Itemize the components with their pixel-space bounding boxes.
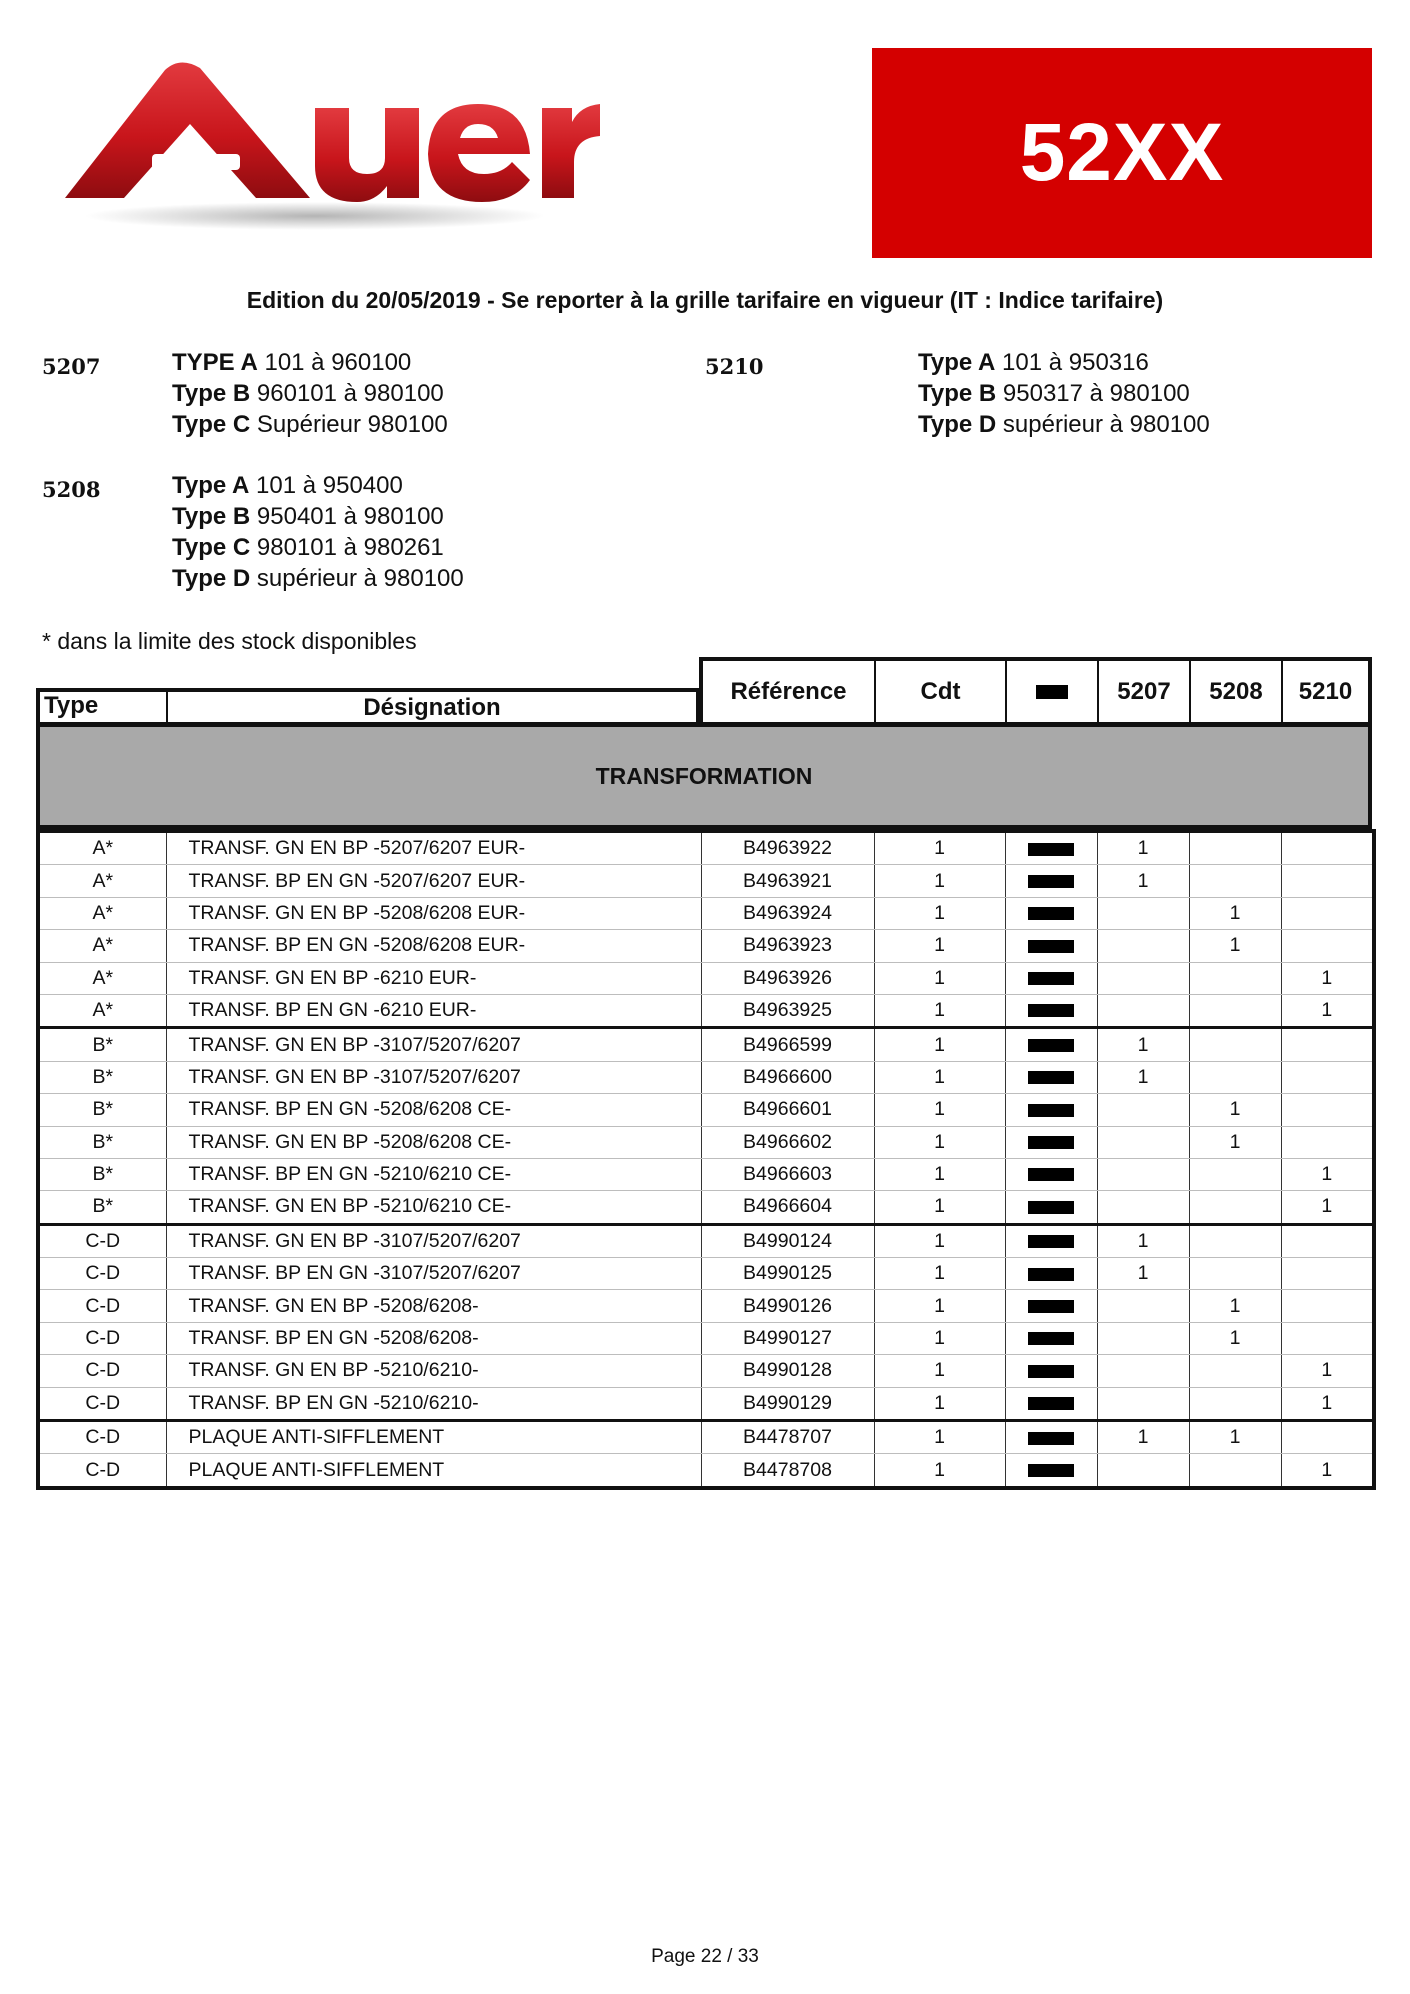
table-row (38, 1191, 1374, 1224)
type-ranges-5207 (172, 347, 448, 440)
cell-5207 (1097, 1126, 1189, 1158)
type-range-line: Type B 960101 à 980100 (172, 380, 444, 407)
cell-designation: TRANSF. BP EN GN -5208/6208 EUR- (166, 930, 701, 962)
cell-designation: TRANSF. BP EN GN -5210/6210 CE- (166, 1158, 701, 1190)
cell-5210 (1281, 1322, 1374, 1354)
cell-5207 (1097, 994, 1189, 1027)
cell-5208 (1189, 1158, 1281, 1190)
cell-5210 (1281, 1290, 1374, 1322)
cell-5207 (1097, 897, 1189, 929)
page-number: Page 22 / 33 (651, 1946, 759, 1967)
cell-designation: PLAQUE ANTI-SIFFLEMENT (166, 1421, 701, 1454)
cell-price (1005, 1224, 1097, 1257)
table-header-left (36, 688, 700, 726)
cell-type: C-D (38, 1387, 166, 1420)
cell-designation: PLAQUE ANTI-SIFFLEMENT (166, 1454, 701, 1488)
cell-5210: 1 (1281, 1158, 1374, 1190)
cell-cdt: 1 (874, 1191, 1005, 1224)
cell-5207 (1097, 1454, 1189, 1488)
cell-type: B* (38, 1126, 166, 1158)
section-title: TRANSFORMATION (36, 723, 1372, 829)
col-header-price (1007, 661, 1099, 722)
cell-reference: B4963926 (701, 962, 874, 994)
cell-5208: 1 (1189, 1322, 1281, 1354)
cell-type: A* (38, 930, 166, 962)
table-row (38, 1258, 1374, 1290)
redacted-bar-icon (1028, 1332, 1074, 1345)
cell-type: C-D (38, 1258, 166, 1290)
cell-cdt: 1 (874, 1421, 1005, 1454)
col-header-5207: 5207 (1099, 661, 1191, 722)
cell-price (1005, 930, 1097, 962)
cell-price (1005, 1322, 1097, 1354)
cell-price (1005, 1421, 1097, 1454)
cell-5207 (1097, 1191, 1189, 1224)
table-row (38, 1421, 1374, 1454)
cell-reference: B4963924 (701, 897, 874, 929)
cell-cdt: 1 (874, 930, 1005, 962)
cell-type: A* (38, 994, 166, 1027)
cell-5210: 1 (1281, 1454, 1374, 1488)
redacted-bar-icon (1028, 1235, 1074, 1248)
cell-designation: TRANSF. GN EN BP -5210/6210- (166, 1355, 701, 1387)
cell-type: A* (38, 831, 166, 865)
table-row (38, 831, 1374, 865)
parts-table (36, 829, 1376, 1490)
model-label-5208: 5208 (42, 477, 101, 502)
cell-5207: 1 (1097, 865, 1189, 897)
redacted-bar-icon (1028, 1004, 1074, 1017)
cell-type: C-D (38, 1290, 166, 1322)
cell-5208: 1 (1189, 1126, 1281, 1158)
cell-price (1005, 897, 1097, 929)
type-range-line: Type B 950401 à 980100 (172, 503, 444, 530)
cell-price (1005, 1094, 1097, 1126)
cell-price (1005, 994, 1097, 1027)
type-range-line: Type B 950317 à 980100 (918, 380, 1190, 407)
cell-5210: 1 (1281, 962, 1374, 994)
cell-cdt: 1 (874, 1094, 1005, 1126)
redacted-bar-icon (1028, 875, 1074, 888)
table-row (38, 1158, 1374, 1190)
cell-5208 (1189, 1061, 1281, 1093)
table-row (38, 1322, 1374, 1354)
cell-5210 (1281, 1061, 1374, 1093)
cell-price (1005, 1355, 1097, 1387)
cell-5210 (1281, 1421, 1374, 1454)
redacted-bar-icon (1028, 1104, 1074, 1117)
cell-5207: 1 (1097, 1028, 1189, 1061)
cell-5207: 1 (1097, 831, 1189, 865)
cell-5208 (1189, 1224, 1281, 1257)
cell-type: C-D (38, 1454, 166, 1488)
cell-cdt: 1 (874, 1126, 1005, 1158)
cell-5210 (1281, 930, 1374, 962)
redacted-bar-icon (1028, 1136, 1074, 1149)
cell-5210: 1 (1281, 1191, 1374, 1224)
cell-5210 (1281, 1224, 1374, 1257)
cell-5210: 1 (1281, 1355, 1374, 1387)
redacted-bar-icon (1028, 843, 1074, 856)
cell-price (1005, 831, 1097, 865)
cell-reference: B4990129 (701, 1387, 874, 1420)
cell-cdt: 1 (874, 1454, 1005, 1488)
cell-5208: 1 (1189, 1094, 1281, 1126)
col-header-5210: 5210 (1298, 677, 1353, 705)
cell-5207 (1097, 1158, 1189, 1190)
redacted-bar-icon (1028, 1268, 1074, 1281)
cell-5207: 1 (1097, 1421, 1189, 1454)
redacted-bar-icon (1028, 972, 1074, 985)
cell-reference: B4478708 (701, 1454, 874, 1488)
cell-type: B* (38, 1158, 166, 1190)
cell-designation: TRANSF. BP EN GN -6210 EUR- (166, 994, 701, 1027)
cell-5208 (1189, 1387, 1281, 1420)
cell-5208: 1 (1189, 897, 1281, 929)
cell-reference: B4990124 (701, 1224, 874, 1257)
cell-type: C-D (38, 1322, 166, 1354)
cell-5210: 1 (1281, 1387, 1374, 1420)
cell-5208 (1189, 1191, 1281, 1224)
cell-5207: 1 (1097, 1224, 1189, 1257)
cell-5207 (1097, 1355, 1189, 1387)
cell-reference: B4990127 (701, 1322, 874, 1354)
cell-price (1005, 1061, 1097, 1093)
cell-5208: 1 (1189, 1290, 1281, 1322)
auer-logo (60, 58, 600, 238)
cell-reference: B4963921 (701, 865, 874, 897)
cell-5210 (1281, 1094, 1374, 1126)
cell-designation: TRANSF. GN EN BP -3107/5207/6207 (166, 1224, 701, 1257)
cell-cdt: 1 (874, 1387, 1005, 1420)
col-header-type: Type (40, 692, 168, 722)
redacted-bar-icon (1028, 907, 1074, 920)
cell-reference: B4990128 (701, 1355, 874, 1387)
cell-type: C-D (38, 1224, 166, 1257)
cell-cdt: 1 (874, 962, 1005, 994)
cell-cdt: 1 (874, 865, 1005, 897)
cell-designation: TRANSF. GN EN BP -5210/6210 CE- (166, 1191, 701, 1224)
cell-5208 (1189, 865, 1281, 897)
cell-cdt: 1 (874, 1258, 1005, 1290)
cell-designation: TRANSF. BP EN GN -3107/5207/6207 (166, 1258, 701, 1290)
cell-5210 (1281, 1258, 1374, 1290)
cell-5207 (1097, 962, 1189, 994)
type-range-line: Type D supérieur à 980100 (172, 565, 464, 592)
cell-designation: TRANSF. GN EN BP -5208/6208 EUR- (166, 897, 701, 929)
cell-cdt: 1 (874, 1158, 1005, 1190)
cell-5208 (1189, 831, 1281, 865)
edition-notice: Edition du 20/05/2019 - Se reporter à la grille tarifaire en vigueur (IT : Indice tarifaire) (246, 287, 1164, 313)
redacted-bar-icon (1036, 685, 1068, 699)
cell-type: C-D (38, 1421, 166, 1454)
type-range-line: Type A 101 à 950316 (918, 349, 1149, 376)
cell-5207 (1097, 1387, 1189, 1420)
redacted-bar-icon (1028, 1432, 1074, 1445)
cell-5208 (1189, 1258, 1281, 1290)
redacted-bar-icon (1028, 1168, 1074, 1181)
redacted-bar-icon (1028, 1397, 1074, 1410)
model-code-box: 52XX (872, 48, 1372, 258)
cell-5207: 1 (1097, 1258, 1189, 1290)
cell-type: B* (38, 1191, 166, 1224)
redacted-bar-icon (1028, 940, 1074, 953)
cell-reference: B4990126 (701, 1290, 874, 1322)
cell-5210 (1281, 1126, 1374, 1158)
cell-reference: B4966599 (701, 1028, 874, 1061)
table-row (38, 1224, 1374, 1257)
cell-type: B* (38, 1094, 166, 1126)
cell-cdt: 1 (874, 1028, 1005, 1061)
cell-5208 (1189, 994, 1281, 1027)
redacted-bar-icon (1028, 1464, 1074, 1477)
cell-type: A* (38, 865, 166, 897)
table-row (38, 1290, 1374, 1322)
cell-designation: TRANSF. GN EN BP -5207/6207 EUR- (166, 831, 701, 865)
col-header-designation: Désignation (363, 694, 501, 721)
table-row (38, 897, 1374, 929)
cell-type: B* (38, 1028, 166, 1061)
cell-price (1005, 1258, 1097, 1290)
table-row (38, 1355, 1374, 1387)
cell-5207 (1097, 1290, 1189, 1322)
cell-cdt: 1 (874, 1224, 1005, 1257)
cell-5207 (1097, 930, 1189, 962)
type-range-line: Type D supérieur à 980100 (918, 411, 1210, 438)
cell-price (1005, 865, 1097, 897)
cell-type: A* (38, 962, 166, 994)
table-row (38, 865, 1374, 897)
table-row (38, 1061, 1374, 1093)
cell-price (1005, 1290, 1097, 1322)
table-row (38, 1387, 1374, 1420)
redacted-bar-icon (1028, 1300, 1074, 1313)
redacted-bar-icon (1028, 1201, 1074, 1214)
cell-5208: 1 (1189, 930, 1281, 962)
cell-designation: TRANSF. BP EN GN -5207/6207 EUR- (166, 865, 701, 897)
cell-type: C-D (38, 1355, 166, 1387)
cell-reference: B4966603 (701, 1158, 874, 1190)
cell-5208 (1189, 1454, 1281, 1488)
cell-type: B* (38, 1061, 166, 1093)
cell-designation: TRANSF. GN EN BP -3107/5207/6207 (166, 1061, 701, 1093)
table-row (38, 1028, 1374, 1061)
cell-designation: TRANSF. GN EN BP -3107/5207/6207 (166, 1028, 701, 1061)
cell-cdt: 1 (874, 1061, 1005, 1093)
cell-designation: TRANSF. BP EN GN -5208/6208 CE- (166, 1094, 701, 1126)
col-header-5208: 5208 (1191, 661, 1283, 722)
type-ranges-5210 (918, 347, 1210, 440)
table-header-right (699, 657, 1372, 726)
cell-designation: TRANSF. GN EN BP -5208/6208 CE- (166, 1126, 701, 1158)
redacted-bar-icon (1028, 1071, 1074, 1084)
cell-reference: B4966604 (701, 1191, 874, 1224)
cell-5210 (1281, 831, 1374, 865)
stock-note: * dans la limite des stock disponibles (42, 628, 417, 654)
cell-price (1005, 962, 1097, 994)
cell-price (1005, 1454, 1097, 1488)
type-ranges-5208 (172, 470, 464, 594)
cell-price (1005, 1028, 1097, 1061)
type-range-line: Type C 980101 à 980261 (172, 534, 444, 561)
table-row (38, 962, 1374, 994)
type-range-line: Type A 101 à 950400 (172, 472, 403, 499)
cell-5210 (1281, 897, 1374, 929)
model-label-5210: 5210 (705, 354, 764, 379)
table-row (38, 994, 1374, 1027)
cell-5207 (1097, 1322, 1189, 1354)
cell-reference: B4963923 (701, 930, 874, 962)
cell-5207 (1097, 1094, 1189, 1126)
cell-price (1005, 1158, 1097, 1190)
cell-5210 (1281, 1028, 1374, 1061)
table-row (38, 1454, 1374, 1488)
cell-cdt: 1 (874, 831, 1005, 865)
cell-5210 (1281, 865, 1374, 897)
cell-reference: B4963922 (701, 831, 874, 865)
cell-reference: B4963925 (701, 994, 874, 1027)
cell-price (1005, 1191, 1097, 1224)
cell-reference: B4478707 (701, 1421, 874, 1454)
cell-cdt: 1 (874, 1290, 1005, 1322)
cell-cdt: 1 (874, 1355, 1005, 1387)
cell-5208: 1 (1189, 1421, 1281, 1454)
cell-type: A* (38, 897, 166, 929)
cell-designation: TRANSF. BP EN GN -5210/6210- (166, 1387, 701, 1420)
cell-reference: B4990125 (701, 1258, 874, 1290)
cell-cdt: 1 (874, 897, 1005, 929)
table-row (38, 930, 1374, 962)
col-header-reference: Référence (703, 661, 876, 722)
col-header-cdt: Cdt (876, 661, 1007, 722)
redacted-bar-icon (1028, 1365, 1074, 1378)
table-row (38, 1126, 1374, 1158)
cell-5208 (1189, 962, 1281, 994)
cell-reference: B4966601 (701, 1094, 874, 1126)
cell-designation: TRANSF. GN EN BP -6210 EUR- (166, 962, 701, 994)
cell-reference: B4966602 (701, 1126, 874, 1158)
table-row (38, 1094, 1374, 1126)
cell-5208 (1189, 1028, 1281, 1061)
cell-cdt: 1 (874, 1322, 1005, 1354)
type-range-line: Type C Supérieur 980100 (172, 411, 448, 438)
redacted-bar-icon (1028, 1039, 1074, 1052)
cell-price (1005, 1126, 1097, 1158)
cell-5210: 1 (1281, 994, 1374, 1027)
cell-cdt: 1 (874, 994, 1005, 1027)
cell-price (1005, 1387, 1097, 1420)
type-range-line: TYPE A 101 à 960100 (172, 349, 412, 376)
cell-5208 (1189, 1355, 1281, 1387)
cell-designation: TRANSF. BP EN GN -5208/6208- (166, 1322, 701, 1354)
model-label-5207: 5207 (42, 354, 101, 379)
cell-5207: 1 (1097, 1061, 1189, 1093)
cell-designation: TRANSF. GN EN BP -5208/6208- (166, 1290, 701, 1322)
cell-reference: B4966600 (701, 1061, 874, 1093)
